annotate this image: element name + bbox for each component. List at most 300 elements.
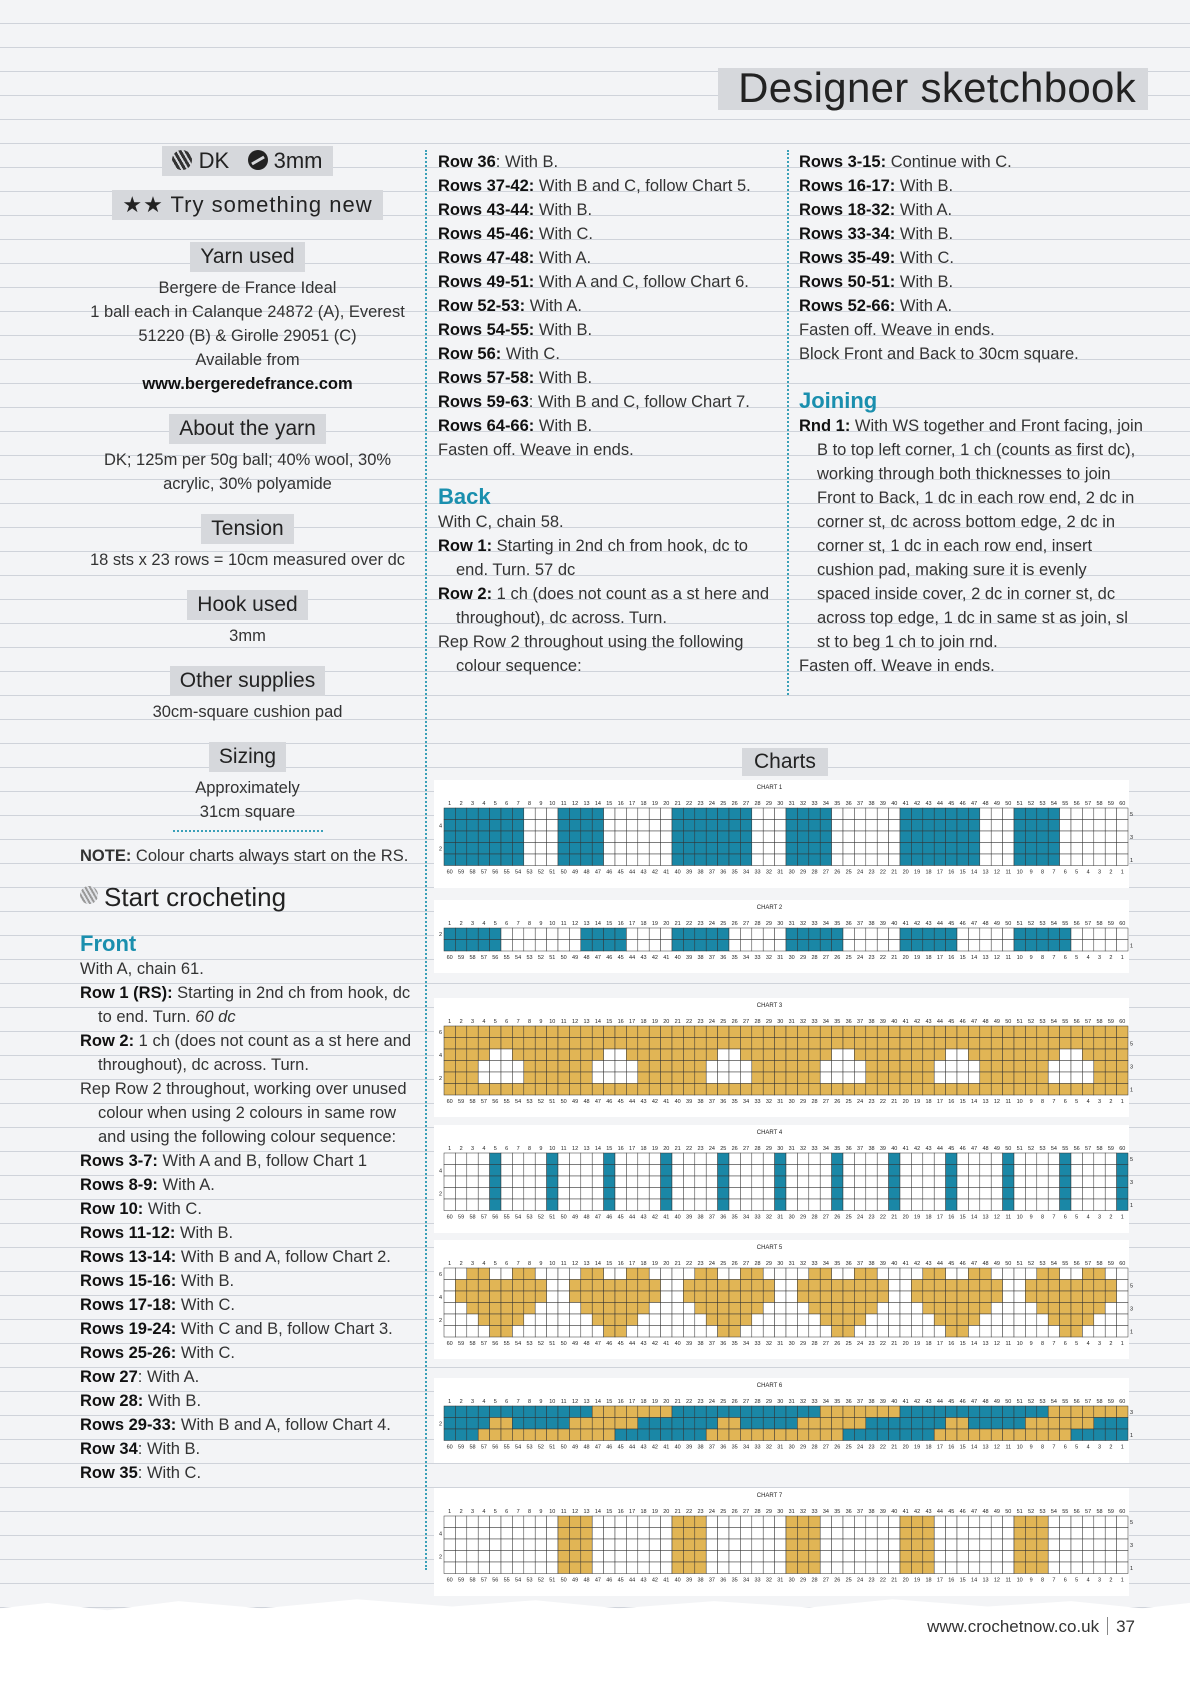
chart-cell <box>478 1084 489 1096</box>
chart-cell <box>843 1072 854 1084</box>
chart-cell <box>1025 928 1036 940</box>
chart-cell <box>1117 1038 1128 1050</box>
chart-cell <box>1094 1291 1105 1303</box>
chart-cell <box>1071 854 1082 866</box>
chart-title: CHART 4 <box>756 1130 783 1136</box>
chart-column-number: 29 <box>800 1341 807 1347</box>
row-text: With C. <box>176 1296 235 1314</box>
instruction-line <box>80 1317 415 1341</box>
chart-column-number: 39 <box>686 1214 693 1221</box>
chart-column-number: 38 <box>697 955 704 961</box>
chart-cell <box>592 820 603 832</box>
chart-cell <box>615 854 626 866</box>
chart-cell <box>843 831 854 843</box>
chart-cell <box>957 1562 968 1574</box>
chart-cell <box>923 1539 934 1551</box>
chart-column-number: 26 <box>731 801 738 807</box>
chart-cell <box>923 1291 934 1303</box>
chart-cell <box>957 820 968 832</box>
chart-column-number: 21 <box>891 1214 898 1221</box>
chart-cell <box>1014 1528 1025 1540</box>
chart-cell <box>786 1038 797 1050</box>
chart-cell <box>923 928 934 940</box>
chart-cell <box>615 808 626 820</box>
chart-column-number: 2 <box>459 1261 463 1267</box>
chart-cell <box>877 843 888 855</box>
chart-cell <box>1025 1165 1036 1177</box>
chart-cell <box>558 1026 569 1038</box>
chart-cell <box>889 1551 900 1563</box>
chart-cell <box>592 1072 603 1084</box>
chart-cell <box>604 1061 615 1073</box>
chart-column-number: 48 <box>583 1341 590 1347</box>
chart-column-number: 10 <box>1016 1341 1023 1347</box>
chart-cell <box>1037 1429 1048 1441</box>
chart-cell <box>547 1026 558 1038</box>
chart-cell <box>1117 1268 1128 1280</box>
chart-cell <box>832 1199 843 1211</box>
chart-column-number: 48 <box>583 869 590 876</box>
chart-cell <box>1094 1176 1105 1188</box>
chart-cell <box>900 1061 911 1073</box>
row-label: Rows 45-46: <box>438 225 535 243</box>
row-text: With C. <box>534 225 593 243</box>
chart-cell <box>752 1280 763 1292</box>
chart-row-number: 5 <box>1130 811 1134 818</box>
yarn-weight-row <box>80 146 415 176</box>
chart-column-number: 9 <box>1029 1577 1033 1584</box>
chart-column-number: 21 <box>674 1019 681 1025</box>
chart-cell <box>683 1551 694 1563</box>
chart-column-number: 1 <box>1120 955 1124 961</box>
chart-cell <box>1003 1072 1014 1084</box>
chart-cell <box>729 1303 740 1315</box>
chart-cell <box>718 1539 729 1551</box>
chart-cell <box>934 820 945 832</box>
chart-cell <box>569 1303 580 1315</box>
chart-cell <box>455 1199 466 1211</box>
chart-cell <box>718 1038 729 1050</box>
chart-cell <box>752 1418 763 1430</box>
chart-cell <box>547 1049 558 1061</box>
chart-cell <box>957 1418 968 1430</box>
chart-cell <box>1048 1268 1059 1280</box>
chart-cell <box>1094 1314 1105 1326</box>
chart-cell <box>478 1562 489 1574</box>
chart-column-number: 1 <box>1120 1341 1124 1347</box>
chart-cell <box>626 1303 637 1315</box>
chart-column-number: 1 <box>1120 1214 1124 1221</box>
chart-cell <box>843 940 854 952</box>
chart-cell <box>877 854 888 866</box>
chart-cell <box>444 831 455 843</box>
chart-column-number: 12 <box>993 869 1000 876</box>
chart-cell <box>1105 1418 1116 1430</box>
row-text: With B. <box>176 1272 235 1290</box>
chart-column-number: 59 <box>458 869 465 876</box>
chart-cell <box>980 1072 991 1084</box>
chart-cell <box>524 820 535 832</box>
chart-row-number: 4 <box>439 1294 443 1301</box>
chart-cell <box>558 1049 569 1061</box>
chart-cell <box>889 928 900 940</box>
chart-column-number: 49 <box>993 921 1000 927</box>
chart-column-number: 57 <box>480 955 487 961</box>
chart-cell <box>569 1038 580 1050</box>
chart-cell <box>843 1199 854 1211</box>
chart-column-number: 27 <box>743 921 750 927</box>
chart-cell <box>604 1268 615 1280</box>
chart-column-number: 32 <box>765 1341 772 1347</box>
chart-cell <box>968 1084 979 1096</box>
chart-cell <box>490 820 501 832</box>
hook-used-text: 3mm <box>229 627 266 645</box>
chart-cell <box>661 1188 672 1200</box>
chart-column-number: 46 <box>959 1509 966 1515</box>
chart-cell <box>592 940 603 952</box>
chart-column-number: 3 <box>470 1399 475 1405</box>
chart-cell <box>1105 1188 1116 1200</box>
chart-cell <box>1003 1165 1014 1177</box>
chart-column-number: 8 <box>527 1509 532 1515</box>
chart-cell <box>1105 854 1116 866</box>
chart-column-number: 58 <box>469 1577 476 1584</box>
chart-cell <box>911 1199 922 1211</box>
chart-cell <box>592 1176 603 1188</box>
chart-cell <box>524 808 535 820</box>
chart-cell <box>558 1429 569 1441</box>
chart-cell <box>1048 1314 1059 1326</box>
chart-cell <box>1003 1528 1014 1540</box>
chart-cell <box>1037 1188 1048 1200</box>
chart-column-number: 23 <box>868 1444 875 1451</box>
chart-cell <box>661 928 672 940</box>
chart-cell <box>980 1303 991 1315</box>
chart-cell <box>672 1061 683 1073</box>
chart-column-number: 31 <box>788 1509 795 1515</box>
chart-cell <box>809 1551 820 1563</box>
chart-cell <box>968 1049 979 1061</box>
chart-cell <box>1117 1084 1128 1096</box>
chart-cell <box>820 1176 831 1188</box>
chart-cell <box>832 1314 843 1326</box>
chart-cell <box>455 1061 466 1073</box>
chart-cell <box>1037 1153 1048 1165</box>
chart-cell <box>763 831 774 843</box>
chart-cell <box>615 831 626 843</box>
chart-cell <box>501 940 512 952</box>
chart-column-number: 15 <box>606 1509 613 1515</box>
chart-cell <box>558 1165 569 1177</box>
chart-cell <box>558 1314 569 1326</box>
chart-cell <box>672 1528 683 1540</box>
chart-column-number: 19 <box>914 1444 921 1451</box>
chart-cell <box>980 1406 991 1418</box>
chart-cell <box>592 1199 603 1211</box>
chart-cell <box>512 1406 523 1418</box>
chart-cell <box>1082 808 1093 820</box>
chart-cell <box>718 1199 729 1211</box>
instruction-line <box>80 1461 415 1485</box>
chart-column-number: 22 <box>879 955 886 961</box>
chart-cell <box>980 940 991 952</box>
chart-column-number: 20 <box>663 1399 670 1405</box>
chart-cell <box>957 1551 968 1563</box>
chart-cell <box>1003 1562 1014 1574</box>
chart-column-number: 16 <box>617 801 624 807</box>
chart-column-number: 27 <box>822 1214 829 1221</box>
chart-column-number: 3 <box>470 801 475 807</box>
chart-column-number: 22 <box>686 921 693 927</box>
chart-cell <box>512 1026 523 1038</box>
chart-cell <box>1117 928 1128 940</box>
instruction-line <box>80 1029 415 1077</box>
chart-cell <box>512 928 523 940</box>
chart-column-number: 55 <box>1062 1019 1069 1025</box>
chart-column-number: 54 <box>515 955 522 961</box>
chart-cell <box>535 1268 546 1280</box>
chart-cell <box>569 940 580 952</box>
chart-cell <box>524 1562 535 1574</box>
chart-column-number: 38 <box>697 1341 704 1347</box>
chart-column-number: 22 <box>686 1399 693 1405</box>
chart-column-number: 48 <box>982 1019 989 1025</box>
chart-grid <box>434 1378 1134 1463</box>
chart-row-number: 5 <box>1130 1041 1134 1048</box>
chart-cell <box>604 1429 615 1441</box>
chart-column-number: 55 <box>1062 1399 1069 1405</box>
row-label: Rows 29-33: <box>80 1416 177 1434</box>
chart-cell <box>889 1562 900 1574</box>
chart-cell <box>1094 1429 1105 1441</box>
chart-cell <box>558 1268 569 1280</box>
chart-cell <box>866 1418 877 1430</box>
chart-cell <box>820 1199 831 1211</box>
chart-cell <box>683 820 694 832</box>
chart-column-number: 46 <box>959 921 966 927</box>
chart-cell <box>877 1429 888 1441</box>
chart-cell <box>535 1516 546 1528</box>
chart-cell <box>581 1291 592 1303</box>
chart-column-number: 51 <box>1016 1509 1023 1515</box>
chart-column-number: 38 <box>697 1099 704 1105</box>
chart-column-number: 23 <box>697 921 704 927</box>
chart-cell <box>695 1303 706 1315</box>
chart-cell <box>832 940 843 952</box>
chart-column-number: 26 <box>731 1019 738 1025</box>
back-instructions-continued <box>799 150 1144 366</box>
chart-column-number: 57 <box>1085 1146 1092 1152</box>
chart-cell <box>1014 831 1025 843</box>
chart-column-number: 57 <box>480 1341 487 1347</box>
chart-cell <box>877 1314 888 1326</box>
chart-cell <box>809 1562 820 1574</box>
chart-column-number: 20 <box>902 1214 909 1221</box>
chart-column-number: 34 <box>822 1261 829 1267</box>
chart-cell <box>1014 1153 1025 1165</box>
chart-cell <box>478 1049 489 1061</box>
chart-cell <box>718 940 729 952</box>
chart-column-number: 15 <box>606 921 613 927</box>
chart-cell <box>718 1406 729 1418</box>
chart-column-number: 40 <box>891 801 898 807</box>
chart-cell <box>581 1268 592 1280</box>
chart-cell <box>854 1314 865 1326</box>
chart-column-number: 15 <box>959 1214 966 1221</box>
chart-column-number: 60 <box>446 1444 453 1451</box>
chart-column-number: 18 <box>640 921 647 927</box>
chart-cell <box>980 1291 991 1303</box>
chart-column-number: 50 <box>560 1214 567 1221</box>
chart-column-number: 15 <box>606 801 613 807</box>
chart-cell <box>604 1418 615 1430</box>
chart-column-number: 38 <box>868 1509 875 1515</box>
chart-column-number: 43 <box>640 1444 647 1451</box>
chart-cell <box>889 1084 900 1096</box>
chart-column-number: 49 <box>572 869 579 876</box>
chart-cell <box>1003 1061 1014 1073</box>
chart-column-number: 1 <box>448 1146 452 1152</box>
chart-column-number: 11 <box>1005 1577 1012 1584</box>
chart-cell <box>809 940 820 952</box>
chart-cell <box>1105 1049 1116 1061</box>
chart-cell <box>809 1061 820 1073</box>
chart-cell <box>820 1026 831 1038</box>
chart-cell <box>615 1084 626 1096</box>
chart-cell <box>501 1303 512 1315</box>
chart-cell <box>809 1303 820 1315</box>
chart-cell <box>866 1188 877 1200</box>
chart-cell <box>775 1038 786 1050</box>
chart-column-number: 19 <box>914 1341 921 1347</box>
chart-column-number: 16 <box>948 955 955 961</box>
row-text: With A and C, follow Chart 6. <box>534 273 749 291</box>
chart-cell <box>501 1176 512 1188</box>
chart-cell <box>752 1429 763 1441</box>
chart-cell <box>1082 1268 1093 1280</box>
chart-cell <box>467 1326 478 1338</box>
chart-column-number: 44 <box>629 1577 636 1584</box>
chart-column-number: 38 <box>868 801 875 807</box>
chart-cell <box>1037 1084 1048 1096</box>
chart-cell <box>604 1049 615 1061</box>
spacer <box>799 366 1144 388</box>
chart-cell <box>968 1562 979 1574</box>
chart-cell <box>991 1406 1002 1418</box>
chart-cell <box>501 843 512 855</box>
chart-cell <box>911 1165 922 1177</box>
chart-cell <box>524 1038 535 1050</box>
chart-cell <box>820 1084 831 1096</box>
chart-cell <box>729 1084 740 1096</box>
chart-cell <box>706 1038 717 1050</box>
chart-cell <box>980 1562 991 1574</box>
row-text: With A. <box>895 297 953 315</box>
chart-cell <box>626 1562 637 1574</box>
chart-cell <box>820 843 831 855</box>
chart-cell <box>809 1268 820 1280</box>
chart-cell <box>1117 1562 1128 1574</box>
chart-cell <box>444 1188 455 1200</box>
chart-cell <box>718 854 729 866</box>
chart-cell <box>1014 854 1025 866</box>
chart-cell <box>1048 1153 1059 1165</box>
chart-cell <box>1094 1562 1105 1574</box>
chart-cell <box>1037 1280 1048 1292</box>
chart-cell <box>1105 928 1116 940</box>
chart-cell <box>524 1268 535 1280</box>
chart-cell <box>1014 1326 1025 1338</box>
chart-cell <box>991 1188 1002 1200</box>
chart-cell <box>957 808 968 820</box>
chart-column-number: 53 <box>1039 1261 1046 1267</box>
chart-cell <box>569 1429 580 1441</box>
chart-column-number: 4 <box>1086 1341 1090 1347</box>
chart-cell <box>946 1176 957 1188</box>
chart-column-number: 51 <box>1016 1399 1023 1405</box>
footer-url[interactable]: www.crochetnow.co.uk <box>927 1617 1100 1636</box>
chart-cell <box>467 1165 478 1177</box>
chart-column-number: 18 <box>925 1577 932 1584</box>
yarn-website-link[interactable]: www.bergeredefrance.com <box>142 375 353 393</box>
chart-cell <box>547 1303 558 1315</box>
chart-column-number: 13 <box>583 1146 590 1152</box>
chart-column-number: 56 <box>1073 1399 1080 1405</box>
chart-cell <box>455 1049 466 1061</box>
chart-cell <box>718 1176 729 1188</box>
chart-title: CHART 5 <box>756 1245 783 1251</box>
chart-cell <box>604 1072 615 1084</box>
chart-cell <box>1014 1268 1025 1280</box>
chart-cell <box>763 1291 774 1303</box>
chart-cell <box>490 831 501 843</box>
chart-cell <box>547 831 558 843</box>
chart-cell <box>1060 1314 1071 1326</box>
chart-cell <box>809 1516 820 1528</box>
chart-cell <box>854 1539 865 1551</box>
chart-cell <box>934 843 945 855</box>
chart-cell <box>763 808 774 820</box>
chart-column-number: 10 <box>1016 1577 1023 1584</box>
chart-column-number: 39 <box>879 1509 886 1515</box>
chart-cell <box>763 1038 774 1050</box>
chart-column-number: 18 <box>640 1509 647 1515</box>
chart-row-number: 2 <box>439 846 443 853</box>
chart-column-number: 30 <box>788 1214 795 1221</box>
chart-column-number: 34 <box>743 1214 750 1221</box>
chart-cell <box>592 1516 603 1528</box>
chart-cell <box>615 940 626 952</box>
chart-cell <box>581 1188 592 1200</box>
chart-cell <box>740 1176 751 1188</box>
chart-title: CHART 7 <box>756 1493 783 1499</box>
chart-cell <box>1082 1429 1093 1441</box>
chart-row-number: 2 <box>439 1075 443 1082</box>
chart-cell <box>1094 1303 1105 1315</box>
chart-cell <box>626 820 637 832</box>
row-label: Rows 3-15: <box>799 153 887 171</box>
chart-column-number: 49 <box>572 955 579 961</box>
chart-cell <box>638 1199 649 1211</box>
chart-column-number: 28 <box>754 1019 761 1025</box>
chart-cell <box>501 1061 512 1073</box>
chart-column-number: 48 <box>583 1214 590 1221</box>
chart-cell <box>524 1176 535 1188</box>
yarn-weight-label: DK <box>198 148 230 173</box>
chart-column-number: 33 <box>811 1509 818 1515</box>
chart-column-number: 29 <box>800 1099 807 1105</box>
chart-column-number: 50 <box>1005 1509 1012 1515</box>
